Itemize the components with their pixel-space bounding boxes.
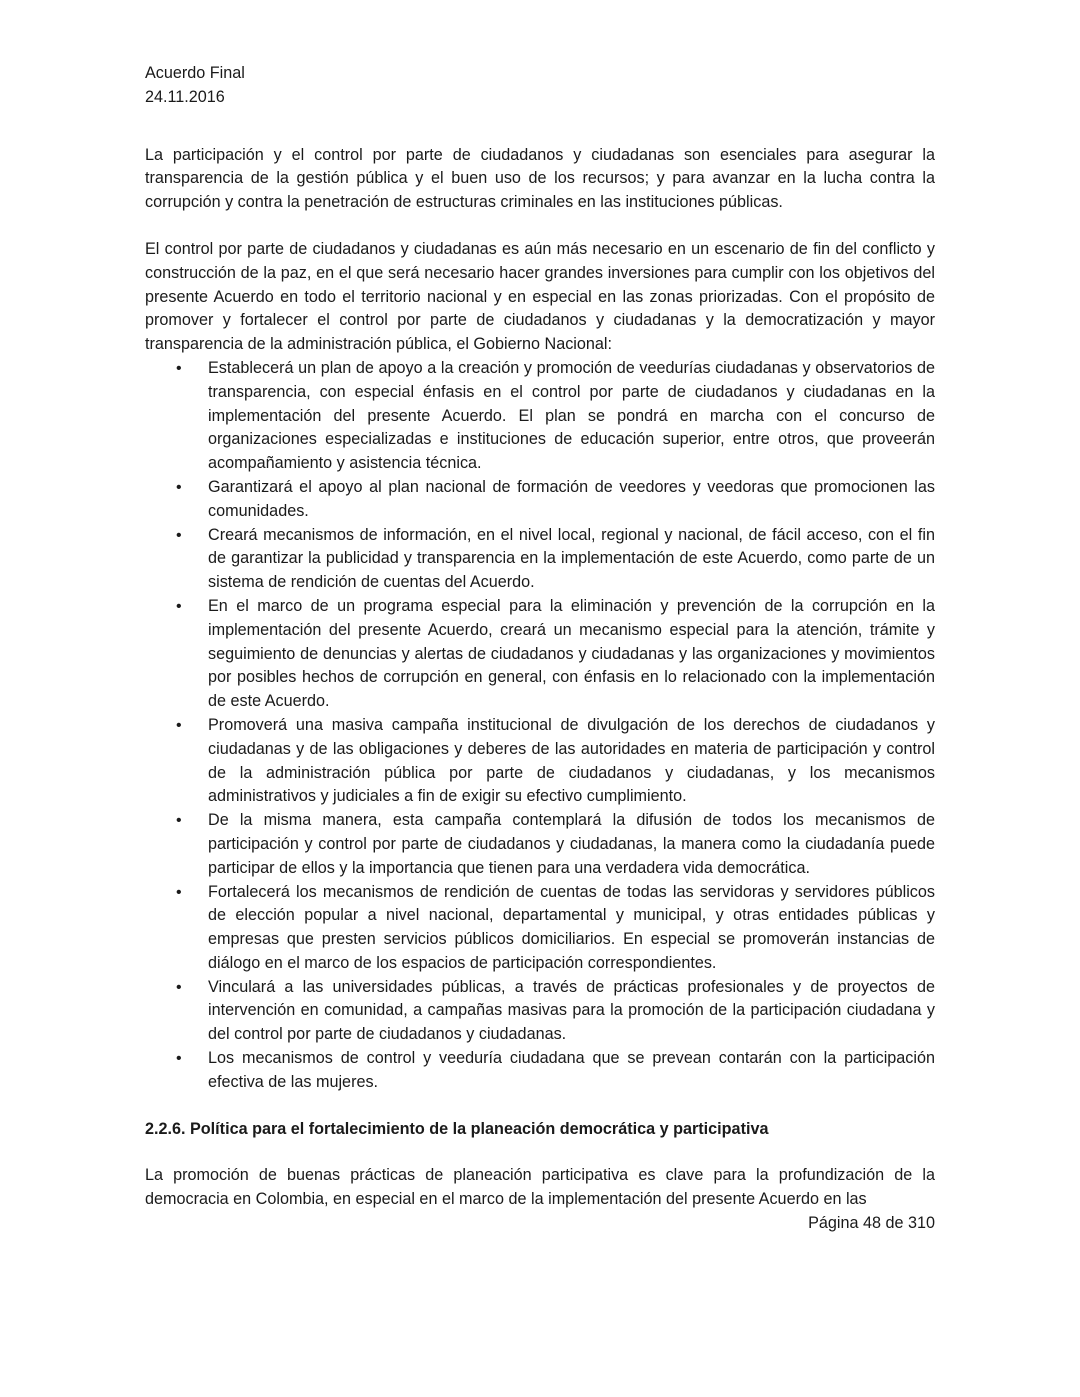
- bullet-icon: •: [176, 597, 182, 615]
- list-item: [145, 881, 935, 976]
- list-item: [145, 1047, 935, 1095]
- bullet-icon: •: [176, 1050, 182, 1068]
- document-title: Acuerdo Final: [145, 64, 245, 82]
- list-item: [145, 357, 935, 476]
- document-date: 24.11.2016: [145, 87, 225, 106]
- paragraph-citizen-control: El control por parte de ciudadanos y ciudadanas es aún más necesario en un escenario de fin del conflicto y construcción de la paz, en el que será necesario hacer grandes inversiones para cumplir con los objetivos del presente Acuerdo en todo el territorio nacional y en especial en las zonas priorizadas. Con el propósito de promover y fortalecer el control por parte de ciudadanos y ciudadanas y la democratización y mayor transparencia de la administración pública, el Gobierno Nacional:: [145, 239, 935, 354]
- bullet-icon: •: [176, 716, 182, 734]
- bullet-icon: •: [176, 812, 182, 830]
- list-item-text: Establecerá un plan de apoyo a la creación y promoción de veedurías ciudadanas y observatorios de transparencia, con especial énfasis en el control por parte de ciudadanos y ciudadanas en la implementación del presente Acuerdo. El plan se pondrá en marcha con el concurso de organizaciones especializadas e instituciones de educación superior, entre otros, que proveerán acompañamiento y asistencia técnica.: [208, 358, 935, 473]
- list-item: [145, 476, 935, 524]
- list-item-text: Promoverá una masiva campaña institucional de divulgación de los derechos de ciudadanos y ciudadanas y de las obligaciones y deberes de las autoridades en materia de participación y control de la administración pública por parte de ciudadanos y ciudadanas, y los mecanismos administrativos y judiciales a fin de exigir su efectivo cumplimiento.: [208, 715, 935, 806]
- list-item: [145, 714, 935, 809]
- list-item-text: Fortalecerá los mecanismos de rendición de cuentas de todas las servidoras y servidores públicos de elección popular a nivel nacional, departamental y municipal, y otras entidades públicas y empresas que presten servicios públicos domiciliarios. En especial se promoverán instancias de diálogo en el marco de los espacios de participación correspondientes.: [208, 882, 935, 972]
- government-commitments-list: [145, 357, 935, 1095]
- bullet-icon: •: [176, 478, 182, 496]
- list-item-text: Vinculará a las universidades públicas, a través de prácticas profesionales y de proyectos de intervención en comunidad, a campañas masivas para la promoción de la participación ciudadana y del control por parte de ciudadanos y ciudadanas.: [208, 977, 935, 1044]
- bullet-icon: •: [176, 359, 182, 377]
- list-item-text: En el marco de un programa especial para la eliminación y prevención de la corrupción en la implementación del presente Acuerdo, creará un mecanismo especial para la atención, trámite y seguimiento de denuncias y alertas de ciudadanos y ciudadanas y las organizaciones y movimientos por posibles hechos de corrupción en general, con énfasis en lo relacionado con la implementación de este Acuerdo.: [208, 596, 935, 711]
- bullet-icon: •: [176, 883, 182, 901]
- list-item-text: Creará mecanismos de información, en el nivel local, regional y nacional, de fácil acceso, con el fin de garantizar la publicidad y transparencia en la implementación de este Acuerdo, como parte de un sistema de rendición de cuentas del Acuerdo.: [208, 525, 935, 592]
- paragraph-participation: La participación y el control por parte de ciudadanos y ciudadanas son esenciales para asegurar la transparencia de la gestión pública y el buen uso de los recursos; y para avanzar en la lucha contra la corrupción y contra la penetración de estructuras criminales en las instituciones públicas.: [145, 145, 935, 212]
- list-item: [145, 809, 935, 880]
- page-number: Página 48 de 310: [808, 1214, 935, 1233]
- bullet-icon: •: [176, 526, 182, 544]
- paragraph-planning: La promoción de buenas prácticas de planeación participativa es clave para la profundización de la democracia en Colombia, en especial en el marco de la implementación del presente Acuerdo en las: [145, 1166, 935, 1209]
- list-item-text: De la misma manera, esta campaña contemplará la difusión de todos los mecanismos de participación y control por parte de ciudadanos y ciudadanas, la manera como la ciudadanía puede participar de ellos y la importancia que tienen para una verdadera vida democrática.: [208, 811, 935, 877]
- list-item: [145, 595, 935, 714]
- section-heading: 2.2.6. Política para el fortalecimiento de la planeación democrática y participativa: [145, 1119, 769, 1138]
- list-item-text: Los mecanismos de control y veeduría ciudadana que se prevean contarán con la participación efectiva de las mujeres.: [208, 1049, 935, 1091]
- document-page: [145, 62, 935, 1236]
- bullet-icon: •: [176, 978, 182, 996]
- list-item: [145, 976, 935, 1047]
- list-item-text: Garantizará el apoyo al plan nacional de formación de veedores y veedoras que promocionen las comunidades.: [208, 477, 935, 520]
- list-item: [145, 524, 935, 595]
